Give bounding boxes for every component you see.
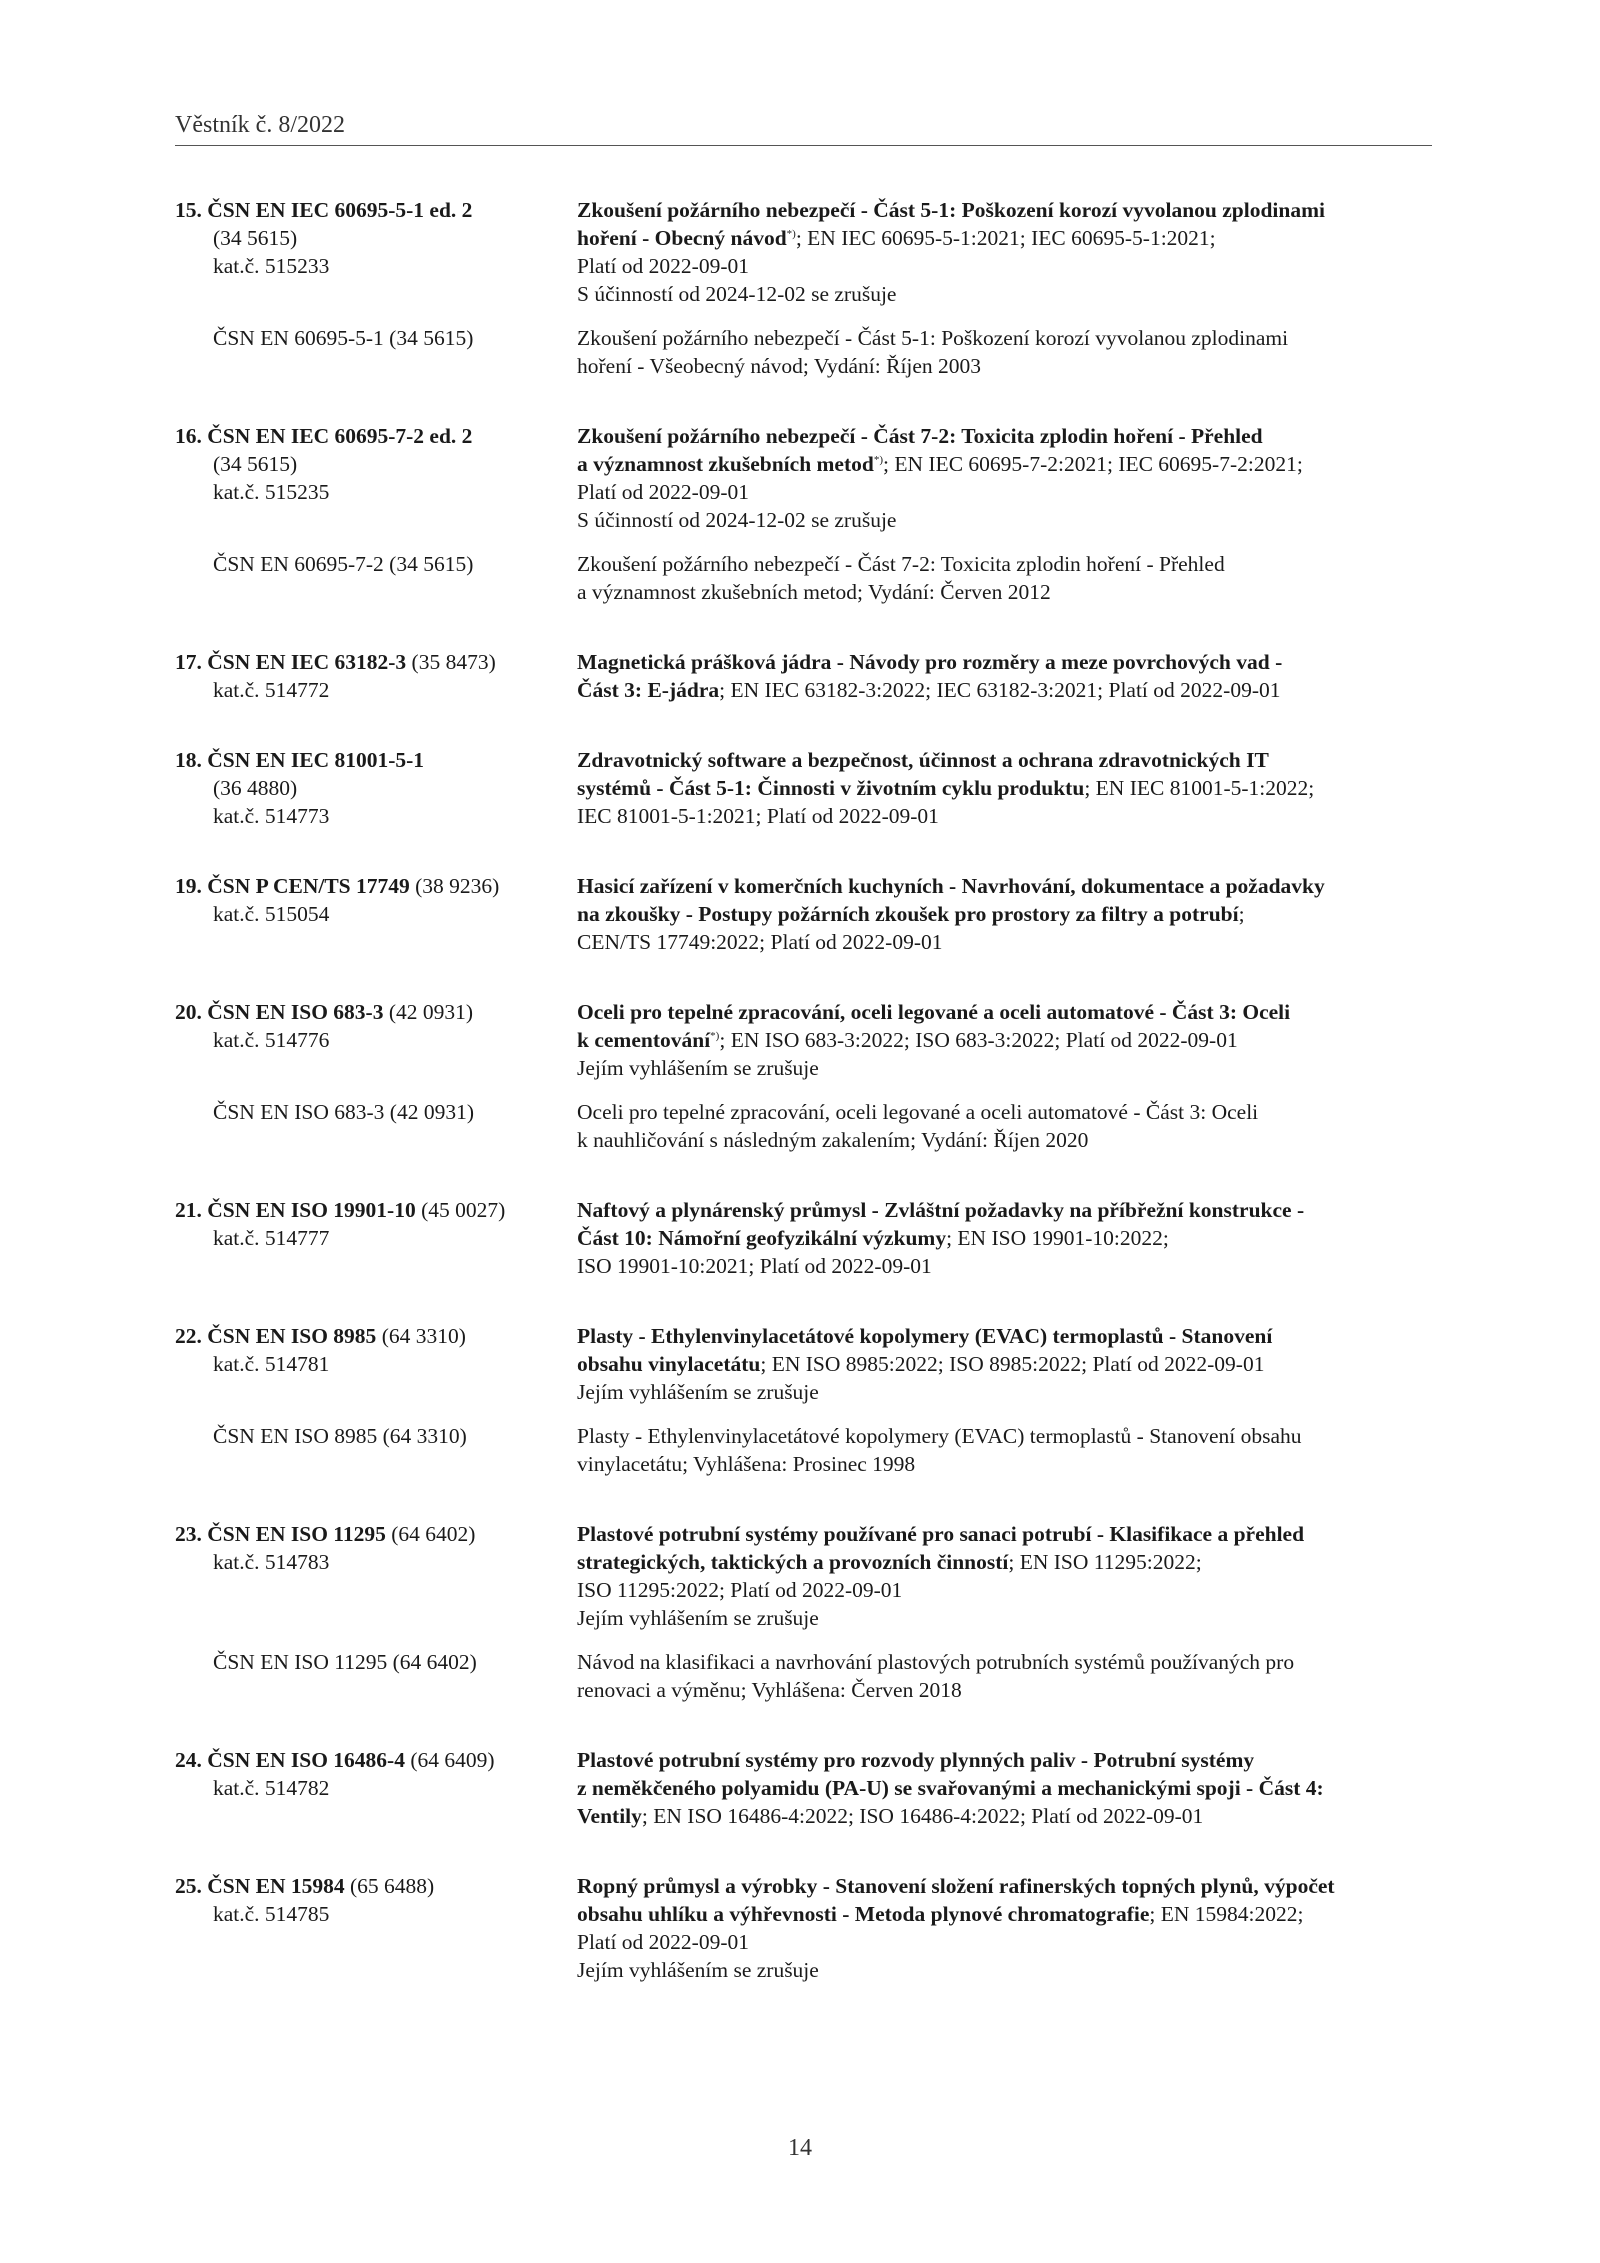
standard-title: Zdravotnický software a bezpečnost, účinnost a ochrana zdravotnických IT xyxy=(577,748,1269,772)
standard-validity: Jejím vyhlášením se zrušuje xyxy=(577,1958,819,1982)
standard-class-number: (34 5615) xyxy=(213,226,298,250)
standard-description xyxy=(577,1872,1435,1984)
replaced-standard-code: ČSN EN ISO 8985 (64 3310) xyxy=(213,1424,467,1448)
standard-identifier xyxy=(175,998,577,1082)
standards-list xyxy=(175,196,1435,2026)
standard-identifier xyxy=(175,746,577,830)
page-number: 14 xyxy=(788,2135,812,2161)
catalog-number: kat.č. 514785 xyxy=(213,1902,330,1926)
standard-entry xyxy=(175,648,1435,704)
standard-references: ; EN ISO 11295:2022; xyxy=(1008,1550,1202,1574)
catalog-number: kat.č. 515235 xyxy=(213,480,330,504)
standard-validity: Jejím vyhlášením se zrušuje xyxy=(577,1380,819,1404)
entry-number: 18. xyxy=(175,748,202,772)
entry-number: 15. xyxy=(175,198,202,222)
replaced-standard xyxy=(175,1648,1435,1704)
standard-title: Magnetická prášková jádra - Návody pro rozměry a meze povrchových vad - xyxy=(577,650,1283,674)
standard-description xyxy=(577,1520,1435,1632)
standard-title: a významnost zkušebních metod xyxy=(577,452,874,476)
standard-code: ČSN EN ISO 8985 xyxy=(207,1324,377,1348)
standard-validity: Platí od 2022-09-01 xyxy=(577,254,749,278)
entry-number: 21. xyxy=(175,1198,202,1222)
bulletin-title: Věstník č. 8/2022 xyxy=(175,112,345,138)
standard-identifier xyxy=(175,1520,577,1632)
standard-description xyxy=(577,1746,1435,1830)
footnote-mark: *) xyxy=(786,228,796,240)
entry-number: 23. xyxy=(175,1522,202,1546)
replaced-standard-title: Zkoušení požárního nebezpečí - Část 5-1: Poškození korozí vyvolanou zplodinami xyxy=(577,326,1289,350)
standard-title: Hasicí zařízení v komerčních kuchyních - Navrhování, dokumentace a požadavky xyxy=(577,874,1325,898)
entry-number: 17. xyxy=(175,650,202,674)
standard-entry xyxy=(175,1746,1435,1830)
standard-identifier xyxy=(175,196,577,308)
standard-title: obsahu uhlíku a výhřevnosti - Metoda plynové chromatografie xyxy=(577,1902,1150,1926)
standard-code: ČSN EN IEC 60695-5-1 ed. 2 xyxy=(207,198,473,222)
standard-class-number: (34 5615) xyxy=(213,452,298,476)
standard-entry xyxy=(175,422,1435,606)
standard-title: Ventily xyxy=(577,1804,642,1828)
standard-class-number: (45 0027) xyxy=(415,1198,506,1222)
catalog-number: kat.č. 514781 xyxy=(213,1352,330,1376)
standard-title: Zkoušení požárního nebezpečí - Část 7-2: Toxicita zplodin hoření - Přehled xyxy=(577,424,1263,448)
standard-validity: ISO 19901-10:2021; Platí od 2022-09-01 xyxy=(577,1254,932,1278)
standard-identifier xyxy=(175,1196,577,1280)
standard-validity: Platí od 2022-09-01 xyxy=(577,1930,749,1954)
catalog-number: kat.č. 514782 xyxy=(213,1776,330,1800)
standard-title: strategických, taktických a provozních činností xyxy=(577,1550,1009,1574)
standard-description xyxy=(577,648,1435,704)
standard-class-number: (36 4880) xyxy=(213,776,298,800)
replaced-standard-title: Plasty - Ethylenvinylacetátové kopolymery (EVAC) termoplastů - Stanovení obsahu xyxy=(577,1424,1302,1448)
replaced-standard-code: ČSN EN 60695-7-2 (34 5615) xyxy=(213,552,474,576)
entry-number: 25. xyxy=(175,1874,202,1898)
standard-title: Část 10: Námořní geofyzikální výzkumy xyxy=(577,1226,947,1250)
standard-class-number: (64 6402) xyxy=(385,1522,476,1546)
standard-identifier xyxy=(175,1746,577,1830)
entry-number: 16. xyxy=(175,424,202,448)
footnote-mark: *) xyxy=(873,454,884,466)
standard-references: ; EN 15984:2022; xyxy=(1149,1902,1304,1926)
replaced-standard-title: Oceli pro tepelné zpracování, oceli legované a oceli automatové - Část 3: Oceli xyxy=(577,1100,1259,1124)
standard-title: obsahu vinylacetátu xyxy=(577,1352,761,1376)
replaced-standard xyxy=(175,550,1435,606)
replaced-standard-title: k nauhličování s následným zakalením; Vydání: Říjen 2020 xyxy=(577,1128,1089,1152)
standard-description xyxy=(577,998,1435,1082)
standard-title: hoření - Obecný návod xyxy=(577,226,787,250)
standard-title: Ropný průmysl a výrobky - Stanovení složení rafinerských topných plynů, výpočet xyxy=(577,1874,1335,1898)
replaced-standard-title: a významnost zkušebních metod; Vydání: Červen 2012 xyxy=(577,580,1051,604)
standard-description xyxy=(577,746,1435,830)
replaced-standard-title: Zkoušení požárního nebezpečí - Část 7-2: Toxicita zplodin hoření - Přehled xyxy=(577,552,1225,576)
standard-code: ČSN EN ISO 16486-4 xyxy=(207,1748,405,1772)
standard-entry xyxy=(175,746,1435,830)
replaced-standard xyxy=(175,324,1435,380)
standard-validity: ISO 11295:2022; Platí od 2022-09-01 xyxy=(577,1578,903,1602)
standard-code: ČSN EN ISO 683-3 xyxy=(207,1000,384,1024)
standard-entry xyxy=(175,872,1435,956)
replaced-standard xyxy=(175,1098,1435,1154)
standard-references: ; EN IEC 81001-5-1:2022; xyxy=(1084,776,1315,800)
standard-validity: CEN/TS 17749:2022; Platí od 2022-09-01 xyxy=(577,930,943,954)
standard-validity: IEC 81001-5-1:2021; Platí od 2022-09-01 xyxy=(577,804,939,828)
entry-number: 19. xyxy=(175,874,202,898)
standard-title: Zkoušení požárního nebezpečí - Část 5-1: Poškození korozí vyvolanou zplodinami xyxy=(577,198,1325,222)
page-header xyxy=(175,112,1432,146)
entry-number: 22. xyxy=(175,1324,202,1348)
standard-references: ; EN ISO 19901-10:2022; xyxy=(946,1226,1169,1250)
catalog-number: kat.č. 514772 xyxy=(213,678,330,702)
standard-class-number: (65 6488) xyxy=(344,1874,435,1898)
replaced-standard-title: hoření - Všeobecný návod; Vydání: Říjen 2003 xyxy=(577,354,982,378)
replaced-standard-title: Návod na klasifikaci a navrhování plastových potrubních systémů používaných pro xyxy=(577,1650,1295,1674)
standard-references: ; EN IEC 60695-7-2:2021; IEC 60695-7-2:2021; xyxy=(883,452,1303,476)
standard-class-number: (64 3310) xyxy=(376,1324,466,1348)
standard-validity: Platí od 2022-09-01 xyxy=(577,480,749,504)
standard-class-number: (64 6409) xyxy=(404,1748,495,1772)
standard-title: z neměkčeného polyamidu (PA-U) se svařovanými a mechanickými spoji - Část 4: xyxy=(577,1776,1324,1800)
standard-title: k cementování xyxy=(577,1028,711,1052)
standard-title: systémů - Část 5-1: Činnosti v životním cyklu produktu xyxy=(577,776,1085,800)
standard-code: ČSN EN IEC 63182-3 xyxy=(207,650,407,674)
standard-identifier xyxy=(175,1322,577,1406)
standard-title: Plasty - Ethylenvinylacetátové kopolymery (EVAC) termoplastů - Stanovení xyxy=(577,1324,1273,1348)
replaced-standard-code: ČSN EN ISO 683-3 (42 0931) xyxy=(213,1100,474,1124)
catalog-number: kat.č. 514773 xyxy=(213,804,330,828)
standard-code: ČSN EN 15984 xyxy=(207,1874,345,1898)
entry-number: 24. xyxy=(175,1748,202,1772)
standard-description xyxy=(577,196,1435,308)
standard-code: ČSN EN ISO 11295 xyxy=(207,1522,386,1546)
standard-references: ; EN ISO 683-3:2022; ISO 683-3:2022; Platí od 2022-09-01 xyxy=(719,1028,1238,1052)
standard-validity: Jejím vyhlášením se zrušuje xyxy=(577,1056,819,1080)
catalog-number: kat.č. 515054 xyxy=(213,902,330,926)
standard-title: Část 3: E-jádra xyxy=(577,678,720,702)
standard-description xyxy=(577,872,1435,956)
standard-code: ČSN EN IEC 60695-7-2 ed. 2 xyxy=(207,424,473,448)
entry-number: 20. xyxy=(175,1000,202,1024)
footnote-mark: *) xyxy=(710,1030,720,1042)
replaced-standard-title: vinylacetátu; Vyhlášena: Prosinec 1998 xyxy=(577,1452,916,1476)
standard-title: Oceli pro tepelné zpracování, oceli legované a oceli automatové - Část 3: Oceli xyxy=(577,1000,1291,1024)
standard-references: ; EN IEC 60695-5-1:2021; IEC 60695-5-1:2021; xyxy=(795,226,1216,250)
standard-class-number: (38 9236) xyxy=(409,874,500,898)
standard-identifier xyxy=(175,422,577,534)
standard-references: ; EN ISO 8985:2022; ISO 8985:2022; Platí od 2022-09-01 xyxy=(760,1352,1265,1376)
standard-references: ; xyxy=(1238,902,1245,926)
replaced-standard xyxy=(175,1422,1435,1478)
replaced-standard-code: ČSN EN ISO 11295 (64 6402) xyxy=(213,1650,477,1674)
replaced-standard-code: ČSN EN 60695-5-1 (34 5615) xyxy=(213,326,474,350)
standard-title: na zkoušky - Postupy požárních zkoušek pro prostory za filtry a potrubí xyxy=(577,902,1239,926)
standard-code: ČSN P CEN/TS 17749 xyxy=(207,874,410,898)
standard-code: ČSN EN ISO 19901-10 xyxy=(207,1198,416,1222)
standard-entry xyxy=(175,1196,1435,1280)
replaced-standard-title: renovaci a výměnu; Vyhlášena: Červen 2018 xyxy=(577,1678,962,1702)
standard-identifier xyxy=(175,648,577,704)
standard-references: ; EN ISO 16486-4:2022; ISO 16486-4:2022; Platí od 2022-09-01 xyxy=(641,1804,1204,1828)
standard-title: Plastové potrubní systémy pro rozvody plynných paliv - Potrubní systémy xyxy=(577,1748,1255,1772)
standard-title: Naftový a plynárenský průmysl - Zvláštní požadavky na příbřežní konstrukce - xyxy=(577,1198,1305,1222)
standard-validity: Jejím vyhlášením se zrušuje xyxy=(577,1606,819,1630)
standard-entry xyxy=(175,1872,1435,1984)
standard-identifier xyxy=(175,1872,577,1984)
standard-entry xyxy=(175,1520,1435,1704)
standard-code: ČSN EN IEC 81001-5-1 xyxy=(207,748,425,772)
standard-description xyxy=(577,422,1435,534)
standard-description xyxy=(577,1196,1435,1280)
catalog-number: kat.č. 514783 xyxy=(213,1550,330,1574)
standard-references: ; EN IEC 63182-3:2022; IEC 63182-3:2021; Platí od 2022-09-01 xyxy=(719,678,1281,702)
standard-validity: S účinností od 2024-12-02 se zrušuje xyxy=(577,282,897,306)
standard-class-number: (42 0931) xyxy=(383,1000,474,1024)
standard-validity: S účinností od 2024-12-02 se zrušuje xyxy=(577,508,897,532)
catalog-number: kat.č. 515233 xyxy=(213,254,330,278)
standard-description xyxy=(577,1322,1435,1406)
standard-title: Plastové potrubní systémy používané pro sanaci potrubí - Klasifikace a přehled xyxy=(577,1522,1305,1546)
standard-identifier xyxy=(175,872,577,956)
standard-class-number: (35 8473) xyxy=(406,650,496,674)
catalog-number: kat.č. 514777 xyxy=(213,1226,330,1250)
standard-entry xyxy=(175,1322,1435,1478)
standard-entry xyxy=(175,998,1435,1154)
catalog-number: kat.č. 514776 xyxy=(213,1028,330,1052)
standard-entry xyxy=(175,196,1435,380)
